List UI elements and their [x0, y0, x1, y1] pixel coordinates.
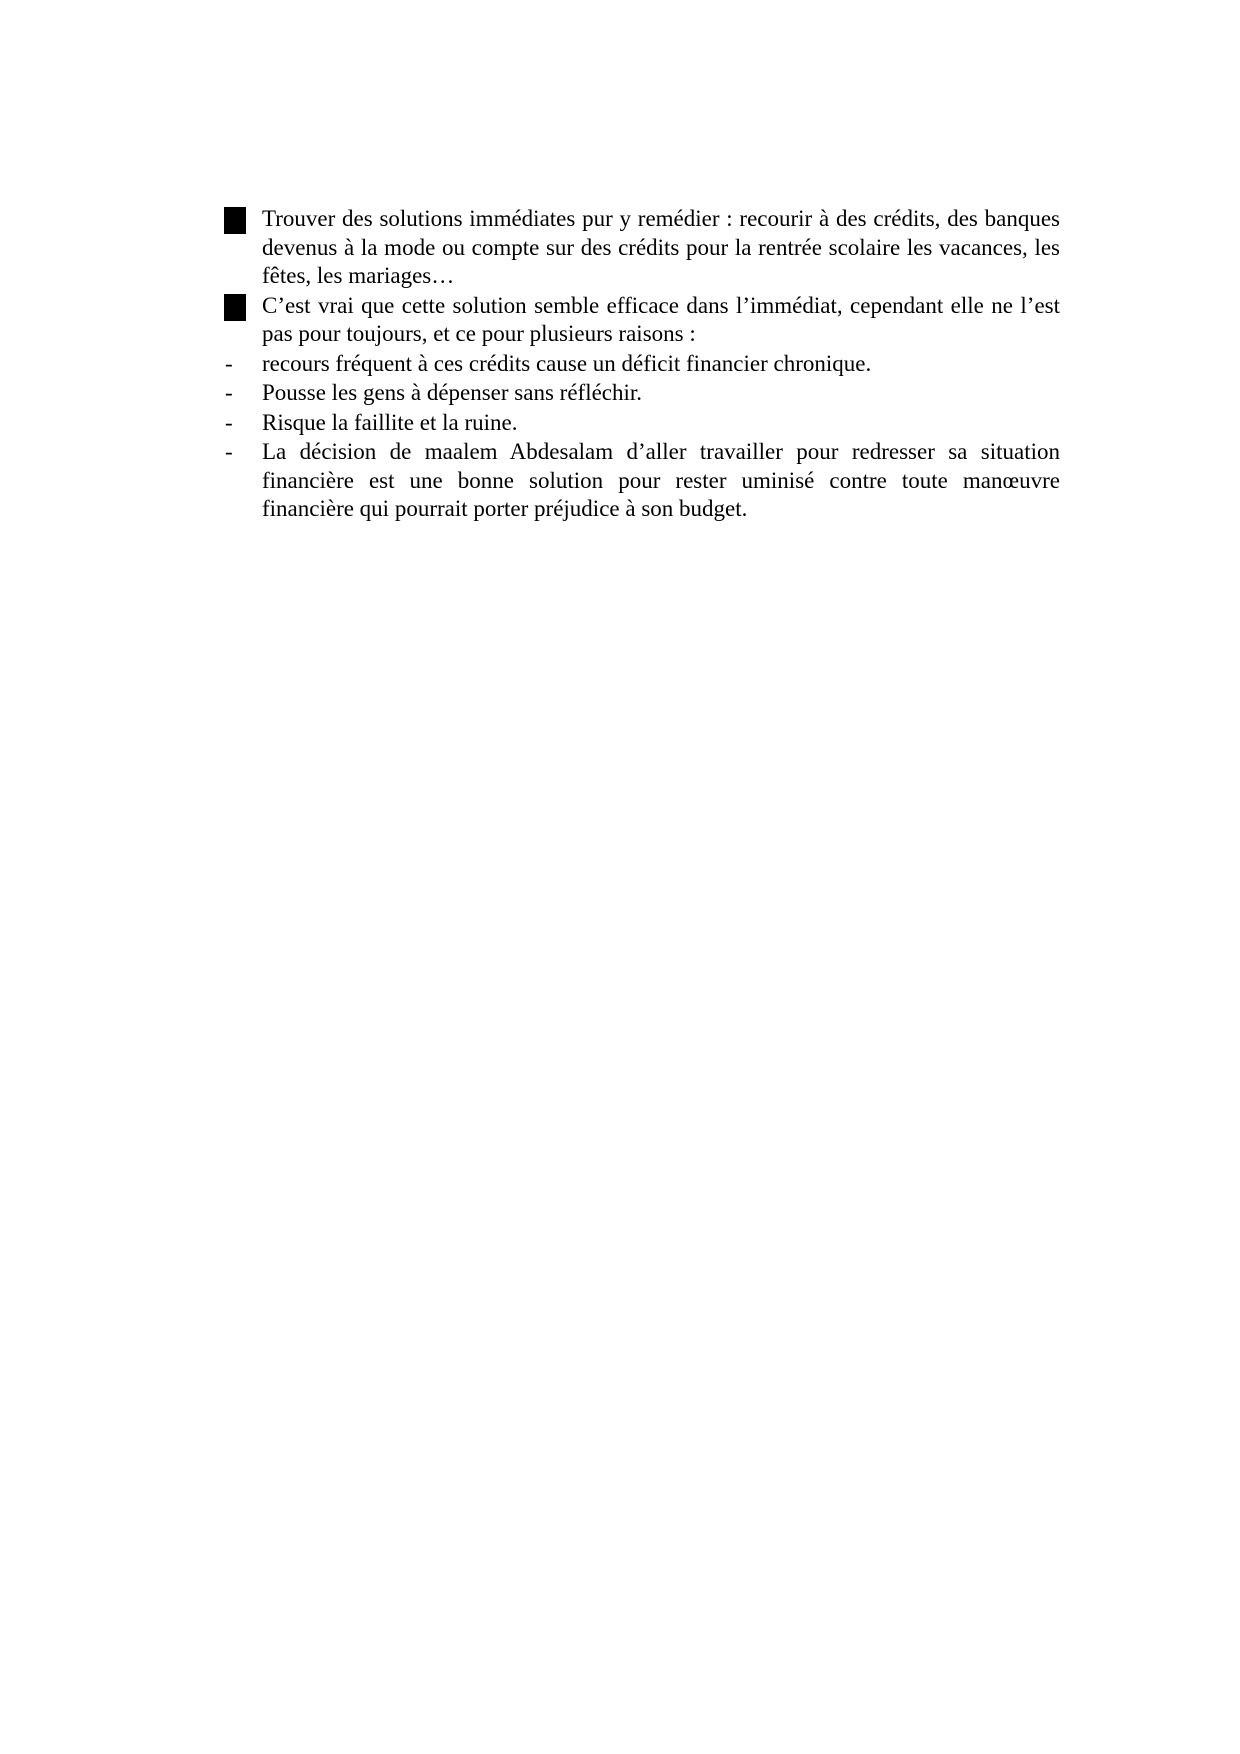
dash-bullet-item	[224, 438, 1060, 524]
square-bullet-item	[224, 205, 1060, 291]
paragraph-text: La décision de maalem Abdesalam d’aller travailler pour redresser sa situation financière est une bonne solution pour rester uminisé contre toute manœuvre financière qui pourrait porter préjudice à son budget.	[262, 439, 1060, 521]
dash-bullet-item	[224, 409, 1060, 438]
dash-bullet-item	[224, 379, 1060, 408]
square-bullet-icon	[224, 294, 246, 321]
paragraph-text: C’est vrai que cette solution semble efficace dans l’immédiat, cependant elle ne l’est pas pour toujours, et ce pour plusieurs raisons :	[262, 292, 1060, 346]
square-bullet-icon	[224, 207, 246, 234]
paragraph-text: Trouver des solutions immédiates pur y remédier : recourir à des crédits, des banques devenus à la mode ou compte sur des crédits pour la rentrée scolaire les vacances, les fêtes, les mariages…	[262, 206, 1060, 288]
document-body	[224, 205, 1060, 525]
dash-bullet: -	[225, 380, 233, 405]
paragraph-text: recours fréquent à ces crédits cause un déficit financier chronique.	[262, 350, 872, 376]
dash-bullet: -	[225, 439, 233, 464]
paragraph-text: Risque la faillite et la ruine.	[262, 409, 518, 435]
dash-bullet: -	[225, 409, 233, 435]
square-bullet-item	[224, 292, 1060, 349]
dash-bullet-item	[224, 350, 1060, 379]
dash-bullet: -	[225, 350, 233, 376]
paragraph-text: Pousse les gens à dépenser sans réfléchir.	[262, 380, 643, 405]
